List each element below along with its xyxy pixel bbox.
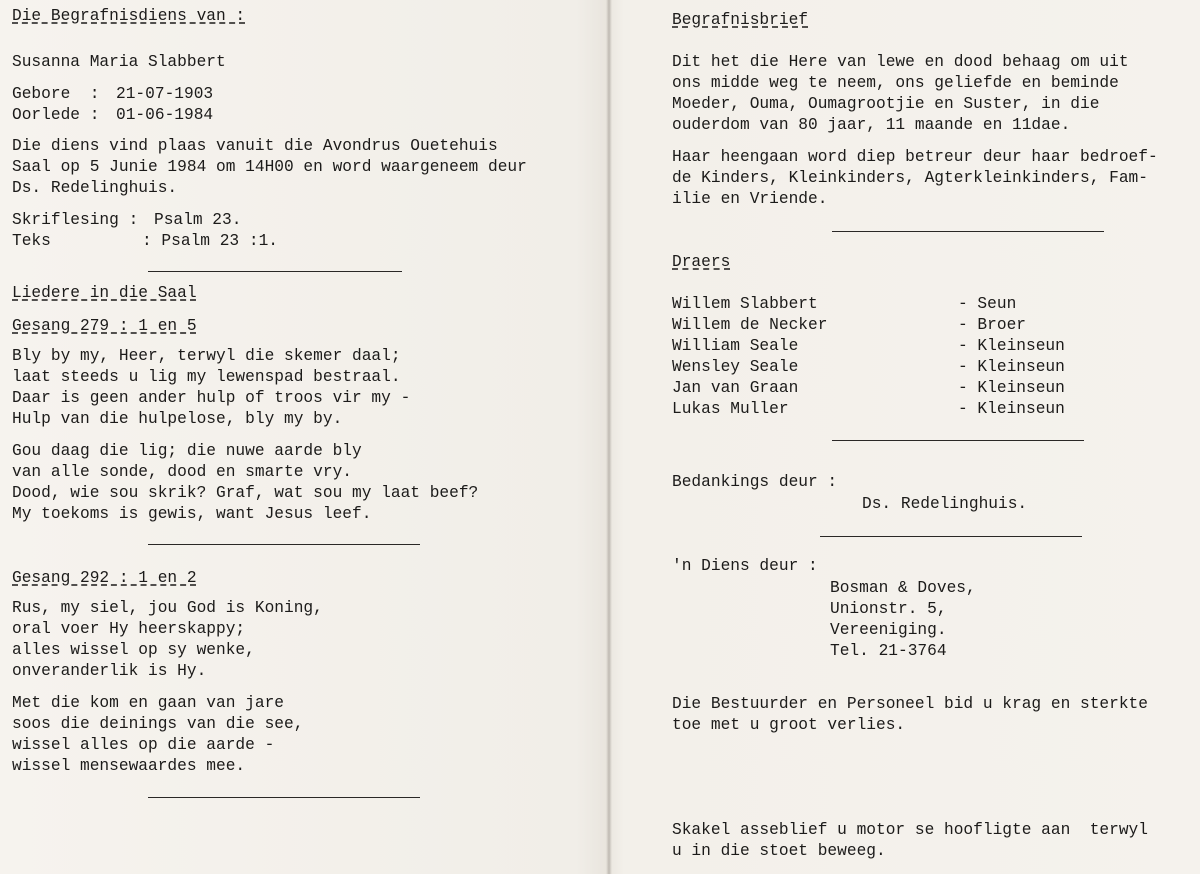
divider	[148, 544, 420, 545]
songs-heading: Liedere in die Saal	[12, 284, 197, 302]
letter-line: ouderdom van 80 jaar, 11 maande en 11dae.	[672, 116, 1071, 134]
hymn-line: Daar is geen ander hulp of troos vir my -	[12, 389, 411, 407]
undertaker-line: Tel. 21-3764	[830, 642, 947, 660]
hymn2-title: Gesang 292 : 1 en 2	[12, 569, 197, 587]
bearers-heading: Draers	[672, 253, 731, 271]
service-line: Saal op 5 Junie 1984 om 14H00 en word waargeneem deur	[12, 158, 527, 176]
letter-line: Moeder, Ouma, Oumagrootjie en Suster, in die	[672, 95, 1100, 113]
bearer-name: William Seale	[672, 337, 799, 355]
bearer-relation: - Kleinseun	[958, 379, 1065, 397]
service-heading: Die Begrafnisdiens van :	[12, 7, 246, 25]
died-date: 01-06-1984	[116, 106, 214, 124]
hymn-line: Bly by my, Heer, terwyl die skemer daal;	[12, 347, 401, 365]
condolence-line: Die Bestuurder en Personeel bid u krag en sterkte	[672, 695, 1148, 713]
condolence-line: toe met u groot verlies.	[672, 716, 906, 734]
divider	[148, 797, 420, 798]
letter-line: ons midde weg te neem, ons geliefde en beminde	[672, 74, 1119, 92]
text-label: Teks	[12, 232, 51, 250]
hymn-line: wissel mensewaardes mee.	[12, 757, 246, 775]
bearer-relation: - Seun	[958, 295, 1017, 313]
thanks-label: Bedankings deur :	[672, 473, 838, 491]
hymn1-title: Gesang 279 : 1 en 5	[12, 317, 197, 335]
hymn-line: Hulp van die hulpelose, bly my by.	[12, 410, 343, 428]
bearer-relation: - Broer	[958, 316, 1026, 334]
died-label: Oorlede :	[12, 106, 100, 124]
reading-label: Skriflesing :	[12, 211, 139, 229]
hymn-line: laat steeds u lig my lewenspad bestraal.	[12, 368, 401, 386]
undertaker-line: Unionstr. 5,	[830, 600, 947, 618]
letter-line: Haar heengaan word diep betreur deur haar bedroef-	[672, 148, 1158, 166]
bearer-relation: - Kleinseun	[958, 337, 1065, 355]
bearer-name: Willem de Necker	[672, 316, 828, 334]
hymn-line: oral voer Hy heerskappy;	[12, 620, 246, 638]
bearer-name: Wensley Seale	[672, 358, 799, 376]
bearer-name: Jan van Graan	[672, 379, 799, 397]
divider	[832, 231, 1104, 232]
letter-line: de Kinders, Kleinkinders, Agterkleinkinders, Fam-	[672, 169, 1148, 187]
service-by-label: 'n Diens deur :	[672, 557, 818, 575]
bearers-names	[672, 294, 827, 420]
letter-line: Dit het die Here van lewe en dood behaag om uit	[672, 53, 1129, 71]
letter-line: ilie en Vriende.	[672, 190, 828, 208]
service-line: Die diens vind plaas vanuit die Avondrus Ouetehuis	[12, 137, 498, 155]
bearer-name: Lukas Muller	[672, 400, 789, 418]
headlights-line: u in die stoet beweeg.	[672, 842, 886, 860]
reading-value: Psalm 23.	[154, 211, 242, 229]
bearers-relations	[958, 294, 1065, 420]
hymn-line: My toekoms is gewis, want Jesus leef.	[12, 505, 372, 523]
hymn-line: alles wissel op sy wenke,	[12, 641, 255, 659]
hymn-line: van alle sonde, dood en smarte vry.	[12, 463, 352, 481]
service-line: Ds. Redelinghuis.	[12, 179, 178, 197]
hymn-line: onveranderlik is Hy.	[12, 662, 207, 680]
born-date: 21-07-1903	[116, 85, 214, 103]
undertaker-line: Bosman & Doves,	[830, 579, 976, 597]
bearer-relation: - Kleinseun	[958, 358, 1065, 376]
letter-heading: Begrafnisbrief	[672, 11, 808, 29]
bearer-name: Willem Slabbert	[672, 295, 818, 313]
divider	[148, 271, 402, 272]
divider	[820, 536, 1082, 537]
hymn-line: Gou daag die lig; die nuwe aarde bly	[12, 442, 362, 460]
hymn-line: Rus, my siel, jou God is Koning,	[12, 599, 323, 617]
hymn-line: soos die deinings van die see,	[12, 715, 304, 733]
thanks-value: Ds. Redelinghuis.	[862, 495, 1028, 513]
page-fold	[606, 0, 612, 874]
deceased-name: Susanna Maria Slabbert	[12, 53, 226, 71]
undertaker-line: Vereeniging.	[830, 621, 947, 639]
hymn-line: Dood, wie sou skrik? Graf, wat sou my laat beef?	[12, 484, 479, 502]
hymn-line: wissel alles op die aarde -	[12, 736, 275, 754]
headlights-line: Skakel asseblief u motor se hoofligte aan terwyl	[672, 821, 1148, 839]
bearer-relation: - Kleinseun	[958, 400, 1065, 418]
hymn-line: Met die kom en gaan van jare	[12, 694, 284, 712]
born-label: Gebore :	[12, 85, 100, 103]
divider	[832, 440, 1084, 441]
text-value: : Psalm 23 :1.	[142, 232, 278, 250]
